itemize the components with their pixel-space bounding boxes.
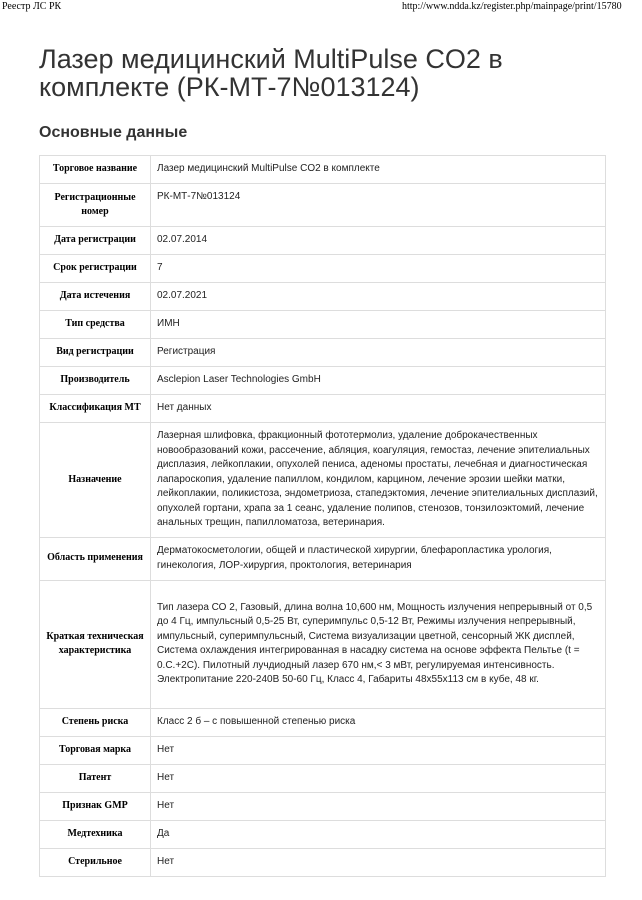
row-value: Нет: [151, 764, 606, 792]
table-row: [40, 311, 606, 339]
table-row: [40, 423, 606, 538]
row-label: Классификация МТ: [40, 395, 151, 423]
print-header: [0, 0, 642, 14]
table-row: [40, 227, 606, 255]
table-row: [40, 848, 606, 876]
row-label: Краткая техническая характеристика: [40, 580, 151, 708]
row-value: 02.07.2014: [151, 227, 606, 255]
row-label: Назначение: [40, 423, 151, 538]
row-value: Нет: [151, 736, 606, 764]
row-value: Лазер медицинский MultiPulse CO2 в комплекте: [151, 156, 606, 184]
print-header-url: http://www.ndda.kz/register.php/mainpage/print/15780: [402, 1, 622, 12]
table-row: [40, 580, 606, 708]
page-title: Лазер медицинский MultiPulse CO2 в комплекте (РК-МТ-7№013124): [39, 44, 503, 102]
row-value: Нет: [151, 792, 606, 820]
row-label: Стерильное: [40, 848, 151, 876]
row-value: Asclepion Laser Technologies GmbH: [151, 367, 606, 395]
row-value: Да: [151, 820, 606, 848]
row-label: Регистрационные номер: [40, 184, 151, 227]
row-label: Дата истечения: [40, 283, 151, 311]
row-label: Степень риска: [40, 708, 151, 736]
row-value: Лазерная шлифовка, фракционный фототермолиз, удаление доброкачественных новообразований кожи, рассечение, абляция, коагуляция, гемостаз, лечение эпителиальных дисплазия, лейкоплакии, опухолей пениса, аденомы простаты, лечебная и диагностическая лапароскопия, удаление папиллом, кондилом, карцином, лечение эрозии шейки матки, лейкоплакии, поликистоза, эндометриоза, стапедэктомия, лечение эпителиальных дисплазий, опухолей гортани, храпа за 1 сеанс, удаление полипов, стенозов, тонзилоэктомий, лечение анальных трещин, папилломатоза, ветеринария.: [151, 423, 606, 538]
table-row: [40, 708, 606, 736]
table-row: [40, 156, 606, 184]
table-row: [40, 764, 606, 792]
table-row: [40, 792, 606, 820]
table-row: [40, 820, 606, 848]
table-row: [40, 255, 606, 283]
table-row: [40, 736, 606, 764]
table-row: [40, 395, 606, 423]
row-value: РК-МТ-7№013124: [151, 184, 606, 227]
table-row: [40, 283, 606, 311]
row-value: Нет: [151, 848, 606, 876]
row-label: Торговая марка: [40, 736, 151, 764]
table-row: [40, 184, 606, 227]
section-title: Основные данные: [39, 124, 188, 141]
row-label: Патент: [40, 764, 151, 792]
row-label: Дата регистрации: [40, 227, 151, 255]
row-label: Область применения: [40, 537, 151, 580]
row-value: Класс 2 б – с повышенной степенью риска: [151, 708, 606, 736]
registry-info-table: [39, 155, 606, 877]
table-row: [40, 367, 606, 395]
row-label: Признак GMP: [40, 792, 151, 820]
row-label: Срок регистрации: [40, 255, 151, 283]
row-value: Тип лазера СО 2, Газовый, длина волна 10,600 нм, Мощность излучения непрерывный от 0,5 до 4 Гц, импульсный 0,5-25 Вт, суперимпульс 0,5-12 Вт, Режимы излучения непрерывный, импульсный, суперимпульсный, Система визуализации цветной, сенсорный ЖК дисплей, Система охлаждения интегрированная в насадку система на основе эффекта Пельтье (t = 0.С.+2С). Пилотный лучдиодный лазер 670 нм,< 3 мВт, регулируемая интенсивность. Электропитание 220-240В 50-60 Гц, Класс 4, Габариты 48x55x113 см в кубе, 48 кг.: [151, 580, 606, 708]
row-value: 7: [151, 255, 606, 283]
row-label: Тип средства: [40, 311, 151, 339]
table-row: [40, 339, 606, 367]
row-label: Производитель: [40, 367, 151, 395]
print-header-site: Реестр ЛС РК: [2, 1, 62, 12]
row-value: ИМН: [151, 311, 606, 339]
row-label: Вид регистрации: [40, 339, 151, 367]
row-value: 02.07.2021: [151, 283, 606, 311]
row-value: Дерматокосметологии, общей и пластической хирургии, блефаропластика урология, гинекология, ЛОР-хирургия, проктология, ветеринария: [151, 537, 606, 580]
row-label: Медтехника: [40, 820, 151, 848]
table-row: [40, 537, 606, 580]
row-value: Нет данных: [151, 395, 606, 423]
row-value: Регистрация: [151, 339, 606, 367]
row-label: Торговое название: [40, 156, 151, 184]
